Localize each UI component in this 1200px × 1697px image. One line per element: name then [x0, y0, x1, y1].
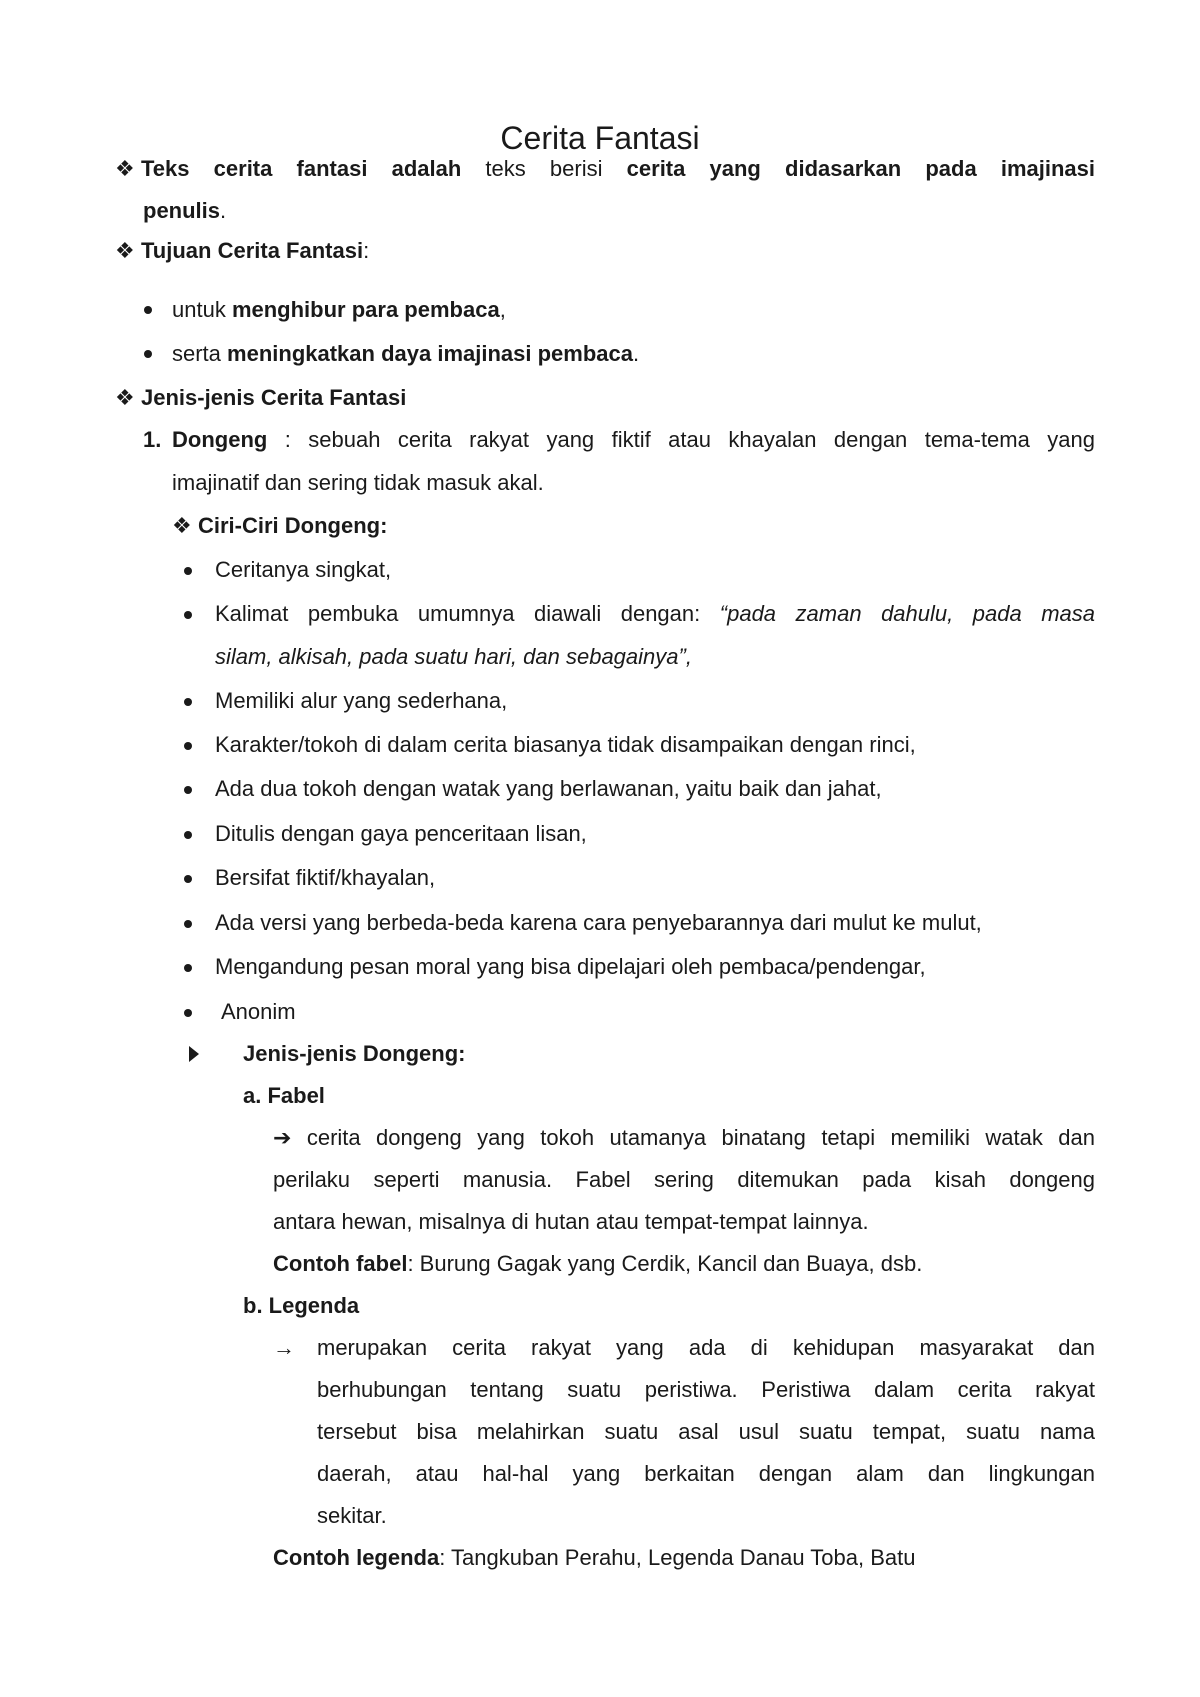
definition-line-2: penulis. — [143, 198, 227, 223]
jenis-item-number: 1. — [143, 427, 162, 452]
bullet-dot-icon — [184, 567, 192, 575]
bullet-dot-icon — [144, 306, 152, 314]
tujuan-item: serta meningkatkan daya imajinasi pembaca. — [172, 341, 640, 366]
ciri-item: Mengandung pesan moral yang bisa dipelajari oleh pembaca/pendengar, — [215, 954, 926, 979]
legenda-line-1: merupakan cerita rakyat yang ada di kehidupan masyarakat dan — [317, 1335, 1095, 1360]
ciri-heading: ❖ Ciri-Ciri Dongeng: — [172, 513, 388, 538]
ciri-item: Ceritanya singkat, — [215, 557, 392, 582]
arrow-right-icon: → — [273, 1335, 295, 1360]
ciri-item: Kalimat pembuka umumnya diawali dengan: “pada zaman dahulu, pada masa — [215, 601, 1095, 626]
dongeng-definition-line-2: imajinatif dan sering tidak masuk akal. — [172, 470, 544, 495]
dongeng-definition-line-1: Dongeng : sebuah cerita rakyat yang fiktif atau khayalan dengan tema-tema yang — [172, 427, 1095, 452]
bullet-dot-icon — [184, 1009, 192, 1017]
ciri-item: Ada dua tokoh dengan watak yang berlawanan, yaitu baik dan jahat, — [215, 776, 882, 801]
jenis-dongeng-heading: Jenis-jenis Dongeng: — [243, 1041, 466, 1066]
tujuan-item: untuk menghibur para pembaca, — [172, 297, 506, 322]
legenda-example: Contoh legenda: Tangkuban Perahu, Legenda Danau Toba, Batu — [273, 1545, 916, 1570]
bullet-dot-icon — [184, 742, 192, 750]
ciri-item: Bersifat fiktif/khayalan, — [215, 865, 436, 890]
fabel-line-2: perilaku seperti manusia. Fabel sering ditemukan pada kisah dongeng — [273, 1167, 1095, 1192]
ciri-item: Karakter/tokoh di dalam cerita biasanya tidak disampaikan dengan rinci, — [215, 732, 916, 757]
bullet-dot-icon — [184, 875, 192, 883]
diamond-bullet-icon: ❖ — [115, 156, 135, 181]
ciri-item-quote-continued: silam, alkisah, pada suatu hari, dan sebagainya”, — [215, 644, 692, 669]
bullet-dot-icon — [184, 964, 192, 972]
bullet-dot-icon — [144, 350, 152, 358]
diamond-bullet-icon: ❖ — [115, 238, 135, 263]
fabel-heading: a. Fabel — [243, 1083, 325, 1108]
bullet-dot-icon — [184, 831, 192, 839]
legenda-heading: b. Legenda — [243, 1293, 360, 1318]
jenis-heading: ❖ Jenis-jenis Cerita Fantasi — [115, 385, 407, 410]
ciri-item: Memiliki alur yang sederhana, — [215, 688, 508, 713]
bullet-dot-icon — [184, 611, 192, 619]
ciri-item: Ditulis dengan gaya penceritaan lisan, — [215, 821, 587, 846]
bullet-dot-icon — [184, 786, 192, 794]
ciri-item: Anonim — [221, 999, 296, 1024]
page-title: Cerita Fantasi — [500, 120, 700, 156]
bullet-dot-icon — [184, 698, 192, 706]
legenda-line-5: sekitar. — [317, 1503, 387, 1528]
fabel-example: Contoh fabel: Burung Gagak yang Cerdik, Kancil dan Buaya, dsb. — [273, 1251, 923, 1276]
ciri-item: Ada versi yang berbeda-beda karena cara penyebarannya dari mulut ke mulut, — [215, 910, 982, 935]
diamond-bullet-icon: ❖ — [172, 513, 192, 538]
legenda-line-4: daerah, atau hal-hal yang berkaitan dengan alam dan lingkungan — [317, 1461, 1095, 1486]
arrow-right-icon: ➔ — [273, 1125, 292, 1150]
legenda-line-3: tersebut bisa melahirkan suatu asal usul suatu tempat, suatu nama — [317, 1419, 1095, 1444]
fabel-line-3: antara hewan, misalnya di hutan atau tempat-tempat lainnya. — [273, 1209, 869, 1234]
bullet-dot-icon — [184, 920, 192, 928]
tujuan-heading: ❖ Tujuan Cerita Fantasi: — [115, 238, 370, 263]
fabel-line-1: ➔ cerita dongeng yang tokoh utamanya binatang tetapi memiliki watak dan — [273, 1125, 1095, 1150]
triangle-bullet-icon — [189, 1046, 199, 1062]
legenda-line-2: berhubungan tentang suatu peristiwa. Peristiwa dalam cerita rakyat — [317, 1377, 1095, 1402]
diamond-bullet-icon: ❖ — [115, 385, 135, 410]
definition-line-1: ❖ Teks cerita fantasi adalah teks berisi cerita yang didasarkan pada imajinasi — [115, 156, 1095, 181]
